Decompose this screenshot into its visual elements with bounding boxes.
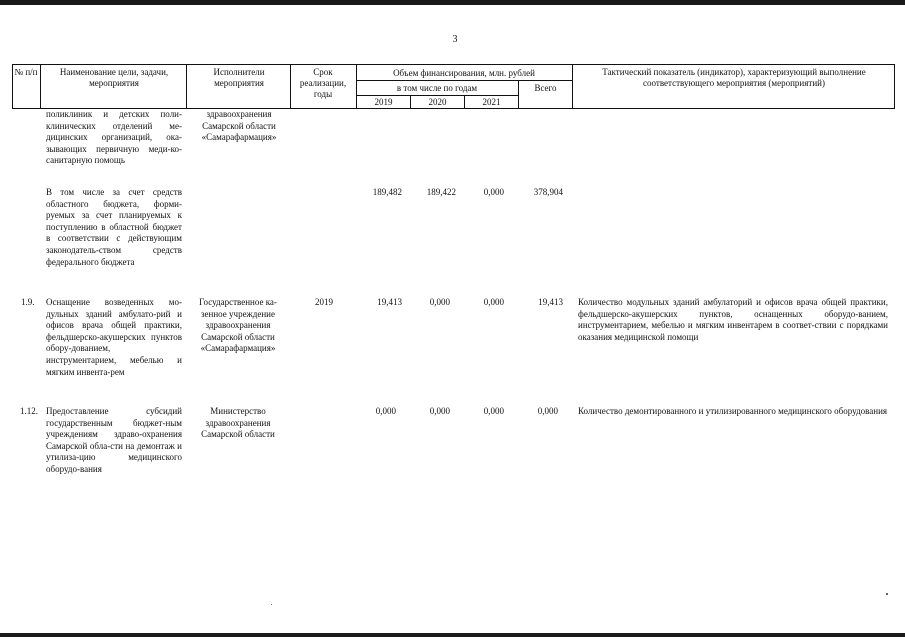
scan-bottom-edge	[0, 633, 905, 637]
header-vline	[894, 64, 895, 109]
header-no: № п/п	[14, 67, 38, 77]
header-vline	[518, 80, 519, 109]
header-funding: Объем финансирования, млн. рублей	[393, 68, 535, 78]
scan-speck	[271, 604, 272, 605]
header-2021: 2021	[482, 97, 501, 107]
row-name: В том числе за счет средств областного бюджета, форми-руемых за счет планируемых к поступлению в областной бюджет в соответствии с действующим законодатель-ством средств федерального бюджета	[46, 187, 182, 267]
row-total: 378,904	[533, 187, 563, 197]
header-rule-years	[356, 95, 518, 96]
header-vline	[12, 64, 13, 109]
header-vline	[290, 64, 291, 109]
row-number: 1.9.	[21, 297, 35, 307]
row-2019: 189,482	[372, 187, 402, 197]
row-indicator: Количество демонтированного и утилизированного медицинского оборудования	[578, 406, 888, 416]
row-number: 1.12.	[20, 406, 38, 416]
header-term: Срок реализации, годы	[299, 67, 347, 99]
row-total: 0,000	[537, 406, 558, 416]
row-executor: здравоохранения Самарской области «Самарафармация»	[201, 109, 277, 143]
header-name: Наименование цели, задачи, мероприятия	[59, 67, 169, 88]
header-rule-funding	[356, 80, 572, 81]
header-vline	[186, 64, 187, 109]
row-name: Предоставление субсидий государственным бюджет-ным учреждениям здраво-охранения Самарской обла-сти на демонтаж и утилиза-цию медицинского оборудо-вания	[46, 406, 182, 474]
header-rule-top	[12, 64, 895, 65]
header-incl-years: в том числе по годам	[396, 83, 478, 93]
row-total: 19,413	[538, 297, 563, 307]
row-2019: 19,413	[377, 297, 402, 307]
scan-top-edge	[0, 0, 905, 5]
header-2019: 2019	[374, 97, 393, 107]
row-2021: 0,000	[483, 297, 504, 307]
page-number: 3	[452, 34, 458, 45]
row-2020: 189,422	[426, 187, 456, 197]
header-vline	[40, 64, 41, 109]
header-total: Всего	[534, 83, 557, 93]
header-executors: Исполнители мероприятия	[213, 67, 265, 88]
header-vline	[464, 95, 465, 109]
row-2021: 0,000	[483, 406, 504, 416]
row-name: поликлиник и детских поли-клинических отделений ме-дицинских организаций, ока-зывающих первичную меди-ко-санитарную помощь	[46, 109, 182, 166]
row-name: Оснащение возведенных мо-дульных зданий амбулато-рий и офисов врача общей практики, фельдшерско-акушерских пунктов обору-дованием, инструментарием, мебелью и мягким инвента-рем	[46, 297, 182, 377]
row-2019: 0,000	[375, 406, 396, 416]
row-executor: Министерство здравоохранения Самарской области	[201, 406, 275, 440]
row-2020: 0,000	[429, 297, 450, 307]
header-2020: 2020	[428, 97, 447, 107]
row-2020: 0,000	[429, 406, 450, 416]
row-term: 2019	[315, 297, 333, 307]
row-executor: Государственное ка-зенное учреждение здравоохранения Самарской области «Самарафармация»	[199, 297, 277, 354]
row-2021: 0,000	[483, 187, 504, 197]
scan-speck	[886, 593, 888, 595]
header-vline	[410, 95, 411, 109]
row-indicator: Количество модульных зданий амбулаторий и офисов врача общей практики, фельдшерско-акушерских пунктов, оснащенных оборудо-ванием, инструментарием, мебелью и мягким инвентарем в соответ-ствии с порядками оказания медицинской помощи	[578, 297, 888, 342]
header-vline	[356, 64, 357, 109]
header-vline	[572, 64, 573, 109]
header-indicator: Тактический показатель (индикатор), характеризующий выполнение соответствующего мероприятия (мероприятий)	[602, 67, 866, 88]
